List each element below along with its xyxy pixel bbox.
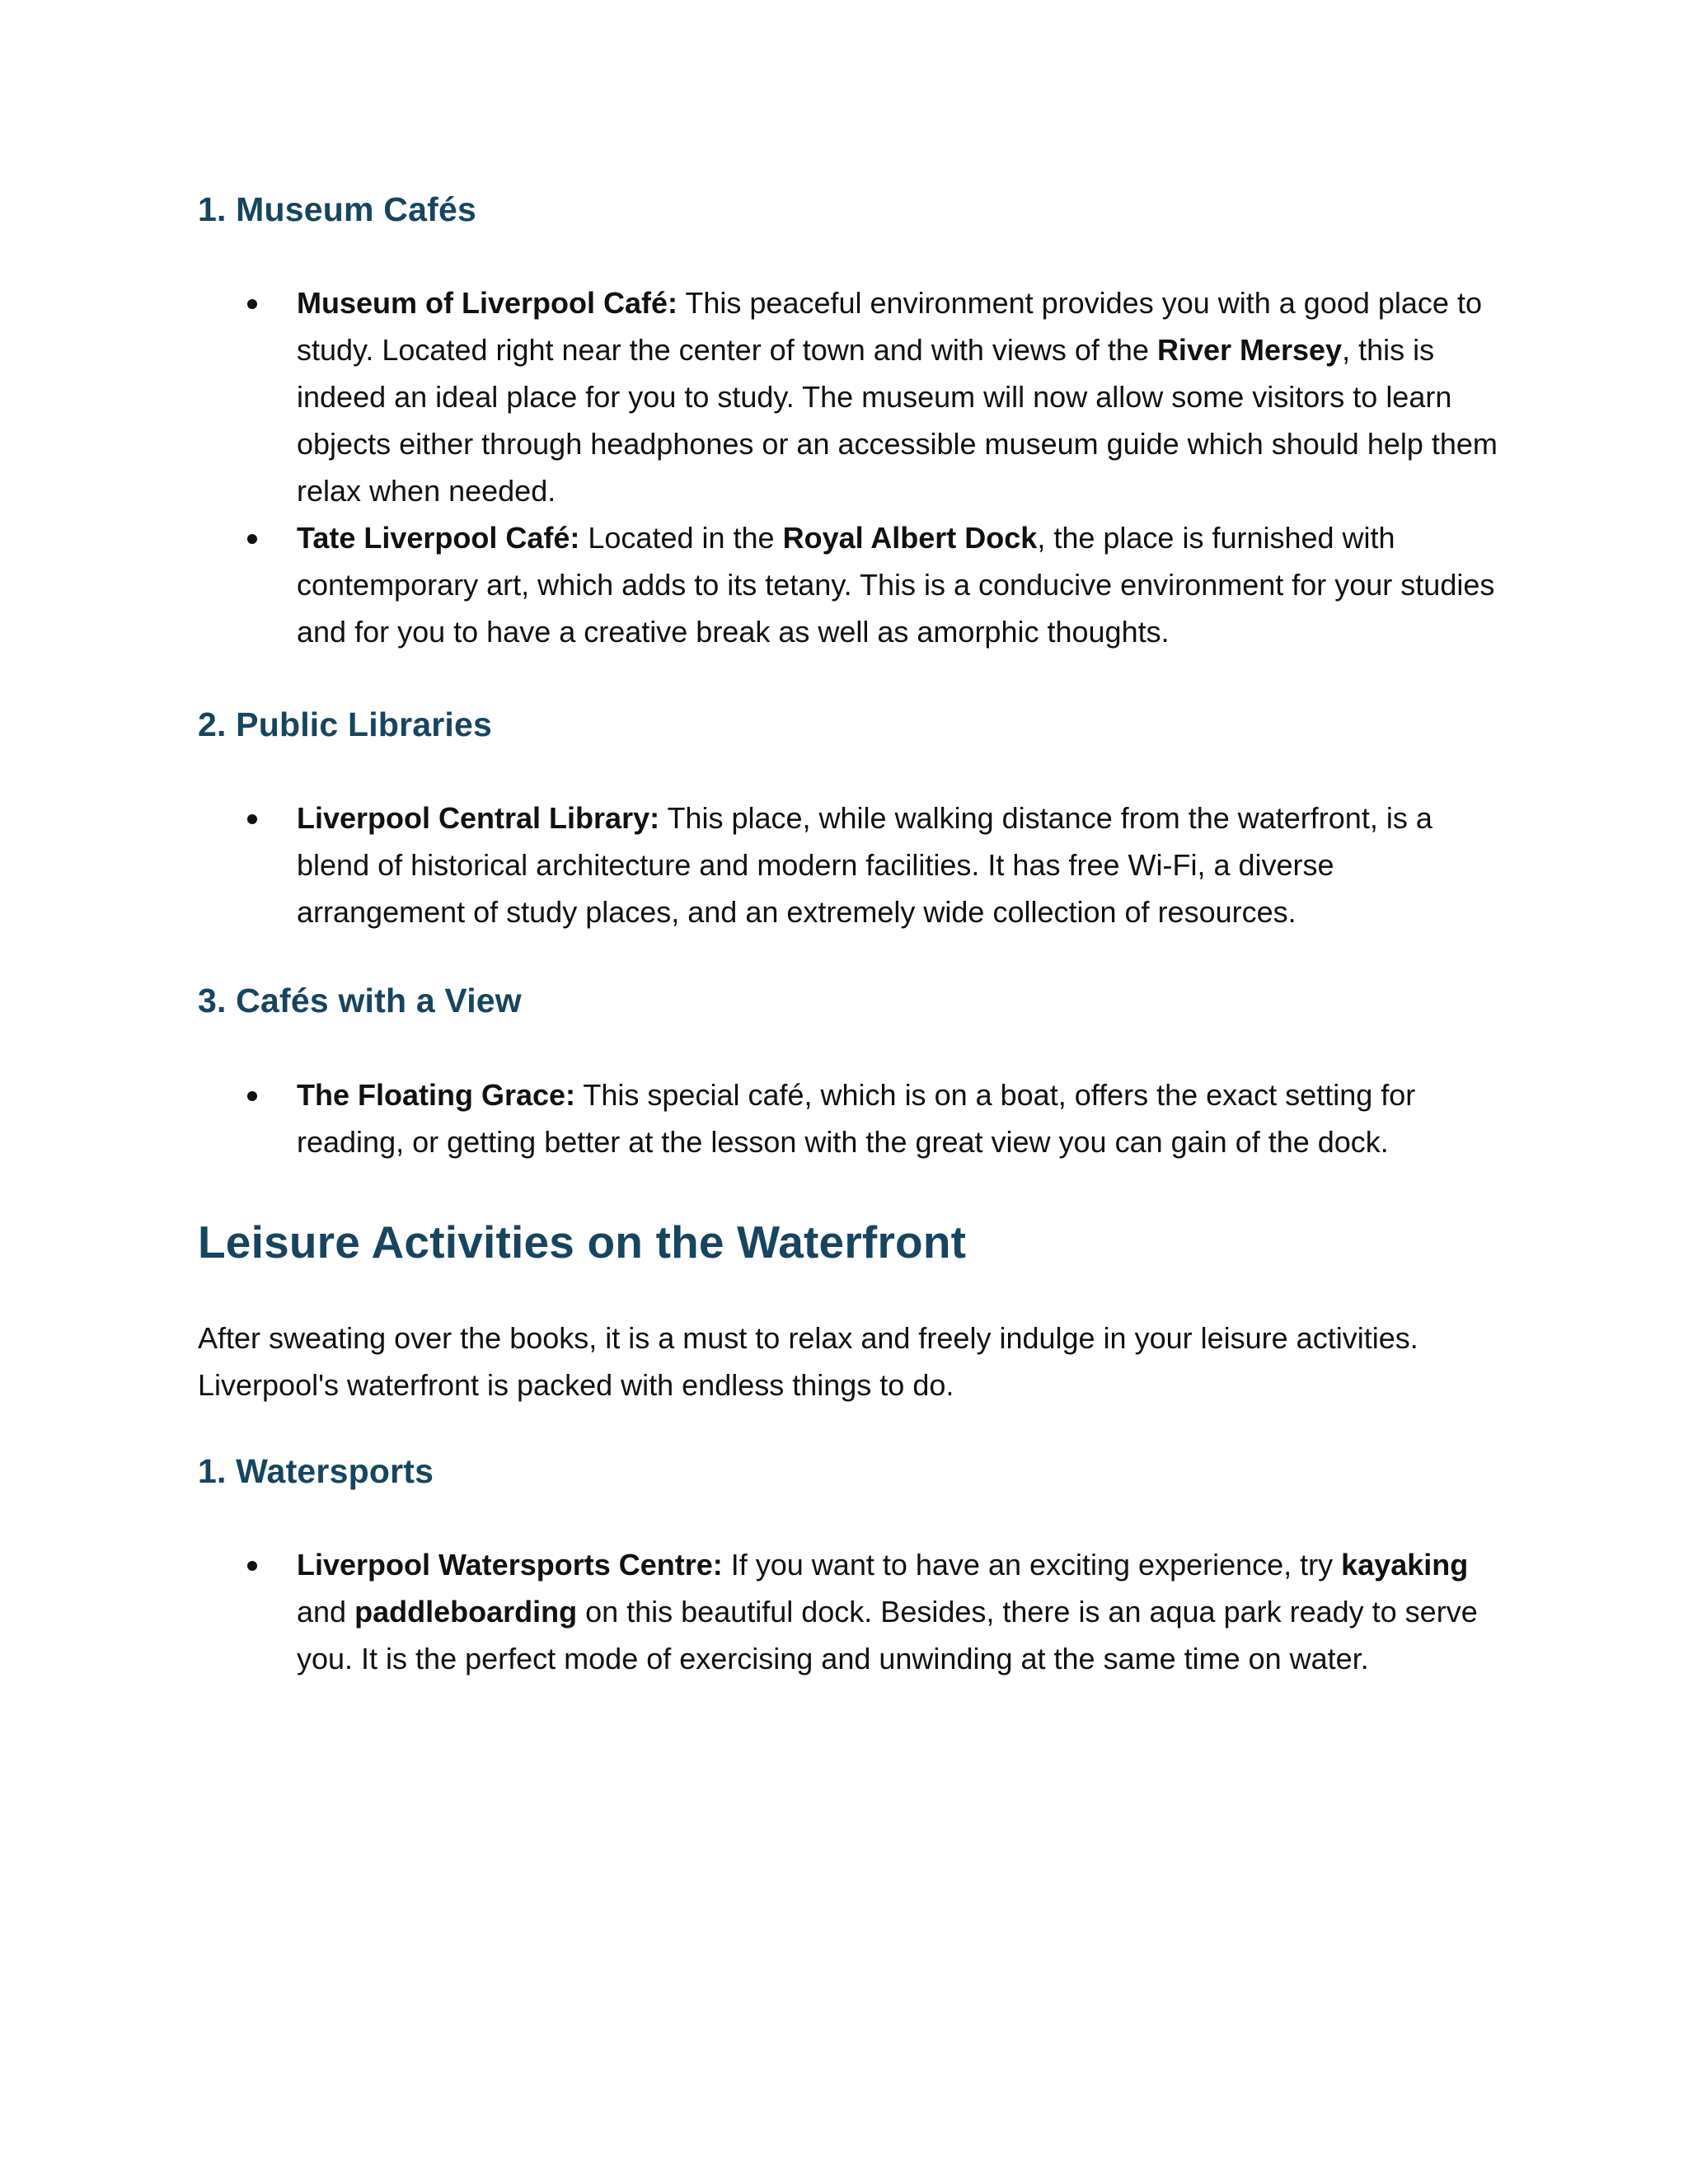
bullet-icon bbox=[247, 1091, 257, 1101]
item-text: on this beautiful dock. Besides, there is an aqua park ready to serve you. It is the perfect mode of exercising and unwinding at the same time on water. bbox=[297, 1594, 1478, 1675]
item-emphasis: kayaking bbox=[1341, 1547, 1469, 1582]
item-text: This place, while walking distance from the waterfront, is a blend of historical architecture and modern facilities. It has free Wi-Fi, a diverse arrangement of study places, and an extremely wide collection of resources. bbox=[297, 801, 1432, 930]
document-page bbox=[198, 190, 1508, 1682]
section-heading-watersports: 1. Watersports bbox=[198, 1451, 434, 1490]
item-title: Tate Liverpool Café: bbox=[297, 521, 580, 555]
item-emphasis: paddleboarding bbox=[354, 1594, 578, 1629]
item-text: Located in the bbox=[579, 521, 783, 555]
item-title: The Floating Grace: bbox=[297, 1077, 576, 1112]
list-item bbox=[198, 1071, 1508, 1165]
item-text: , the place is furnished with contemporary art, which adds to its tetany. This is a conducive environment for your studies and for you to have a creative break as well as amorphic thoughts. bbox=[297, 521, 1495, 649]
section-heading-museum-cafes: 1. Museum Cafés bbox=[198, 190, 476, 228]
list-item bbox=[198, 279, 1508, 514]
section-heading-leisure-activities: Leisure Activities on the Waterfront bbox=[198, 1216, 967, 1268]
section-heading-public-libraries: 2. Public Libraries bbox=[198, 705, 492, 744]
item-title: Liverpool Watersports Centre: bbox=[297, 1547, 723, 1582]
cafes-with-view-list bbox=[198, 1071, 1508, 1165]
item-text: and bbox=[297, 1594, 355, 1629]
bullet-icon bbox=[247, 814, 257, 824]
item-text: , this is indeed an ideal place for you to study. The museum will now allow some visitors to learn objects either through headphones or an accessible museum guide which should help them relax when needed. bbox=[297, 333, 1498, 509]
item-emphasis: River Mersey bbox=[1156, 333, 1343, 368]
bullet-icon bbox=[247, 534, 257, 544]
item-text: This peaceful environment provides you with a good place to study. Located right near the center of town and with views of the bbox=[297, 286, 1482, 368]
item-title: Museum of Liverpool Café: bbox=[297, 286, 678, 321]
list-item bbox=[198, 794, 1508, 935]
section-heading-cafes-with-view: 3. Cafés with a View bbox=[198, 982, 522, 1020]
item-emphasis: Royal Albert Dock bbox=[782, 521, 1038, 555]
list-item bbox=[198, 1541, 1508, 1682]
museum-cafes-list bbox=[198, 279, 1508, 655]
leisure-intro-paragraph: After sweating over the books, it is a must to relax and freely indulge in your leisure activities. Liverpool's waterfront is packed with endless things to do. bbox=[198, 1320, 1418, 1402]
item-text: This special café, which is on a boat, offers the exact setting for reading, or getting better at the lesson with the great view you can gain of the dock. bbox=[297, 1077, 1416, 1159]
bullet-icon bbox=[247, 1561, 257, 1571]
item-text: If you want to have an exciting experience, try bbox=[722, 1547, 1342, 1582]
public-libraries-list bbox=[198, 794, 1508, 935]
watersports-list bbox=[198, 1541, 1508, 1682]
bullet-icon bbox=[247, 299, 257, 309]
item-title: Liverpool Central Library: bbox=[297, 801, 660, 836]
list-item bbox=[198, 514, 1508, 655]
